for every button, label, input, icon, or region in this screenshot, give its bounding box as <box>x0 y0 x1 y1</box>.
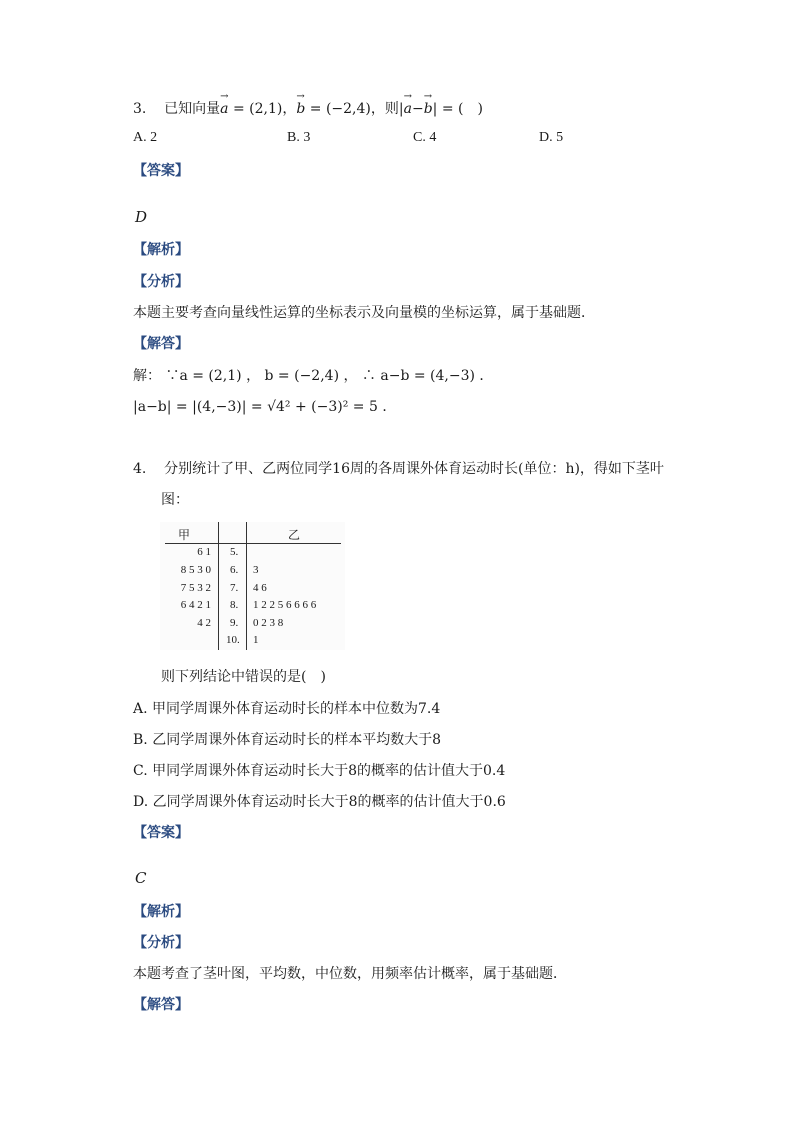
q3-stem-tail: | = ( ) <box>432 101 483 117</box>
q3-option-c[interactable]: C. 4 <box>413 130 437 145</box>
vector-b: → b <box>296 101 305 117</box>
leaf-left-row1: 6 1 <box>197 546 211 558</box>
stem-leaf-header-rule <box>165 543 341 544</box>
q3-option-d[interactable]: D. 5 <box>539 130 564 145</box>
q3-option-a[interactable]: A. 2 <box>133 130 158 145</box>
q3-stem <box>133 98 483 118</box>
q3-solution-line1: 解： ∵a = (2,1) ， b = (−2,4) ， ∴ a−b = (4,−3) ． <box>133 368 494 384</box>
q4-option-a[interactable]: A. 甲同学周课外体育运动时长的样本中位数为7.4 <box>133 701 441 717</box>
stem-row6: 10. <box>226 634 240 646</box>
vector-b2: → b <box>424 101 433 117</box>
stem-leaf-plot <box>160 522 345 650</box>
q4-fenxi-tag: 【分析】 <box>133 935 189 951</box>
leaf-left-row3: 7 5 3 2 <box>180 582 211 594</box>
q3-a-value: = (2,1)， <box>228 101 297 117</box>
leaf-right-row6: 1 <box>253 634 259 646</box>
q3-answer-tag: 【答案】 <box>133 163 189 179</box>
q3-b-value: = (−2,4)，则| <box>305 101 404 117</box>
leaf-right-row3: 4 6 <box>253 582 267 594</box>
leaf-right-row2: 3 <box>253 564 259 576</box>
stem-row2: 6. <box>230 564 239 576</box>
q3-answer: D <box>135 208 148 226</box>
vector-a: → a <box>220 101 228 117</box>
q4-stem-line1 <box>133 458 664 478</box>
leaf-left-row2: 8 5 3 0 <box>180 564 211 576</box>
stem-row1: 5. <box>230 546 239 558</box>
q4-stem1: 分别统计了甲、乙两位同学16周的各周课外体育运动时长(单位：h)，得如下茎叶 <box>164 461 664 477</box>
stem-leaf-head-left: 甲 <box>178 528 191 542</box>
leaf-right-row4: 1 2 2 5 6 6 6 6 <box>253 599 317 611</box>
q4-stem-line2: 图： <box>161 492 189 508</box>
q3-solution-line2: |a−b| = |(4,−3)| = √4² + (−3)² = 5 ． <box>133 399 397 415</box>
stem-row4: 8. <box>230 599 239 611</box>
q4-answer-tag: 【答案】 <box>133 825 189 841</box>
q3-stem-prefix: 已知向量 <box>164 101 221 117</box>
leaf-left-row5: 4 2 <box>197 617 211 629</box>
stem-leaf-right-divider <box>246 522 247 650</box>
stem-leaf-head-right: 乙 <box>288 528 301 542</box>
q4-option-b[interactable]: B. 乙同学周课外体育运动时长的样本平均数大于8 <box>133 732 442 748</box>
q3-minus: − <box>411 101 424 117</box>
stem-leaf-left-divider <box>218 522 219 650</box>
vector-a2: → a <box>404 101 412 117</box>
q4-option-c[interactable]: C. 甲同学周课外体育运动时长大于8的概率的估计值大于0.4 <box>133 763 506 779</box>
q4-fenxi-text: 本题考查了茎叶图，平均数，中位数，用频率估计概率，属于基础题． <box>133 966 567 982</box>
q3-jiexi-tag: 【解析】 <box>133 242 189 258</box>
q3-fenxi-tag: 【分析】 <box>133 274 189 290</box>
q4-number: 4. <box>133 461 147 477</box>
q4-option-d[interactable]: D. 乙同学周课外体育运动时长大于8的概率的估计值大于0.6 <box>133 794 506 810</box>
stem-row3: 7. <box>230 582 239 594</box>
q3-option-b[interactable]: B. 3 <box>287 130 311 145</box>
leaf-left-row4: 6 4 2 1 <box>180 599 211 611</box>
leaf-right-row5: 0 2 3 8 <box>253 617 284 629</box>
q4-jiexi-tag: 【解析】 <box>133 904 189 920</box>
q3-number: 3. <box>133 101 147 117</box>
q3-jieda-tag: 【解答】 <box>133 336 189 352</box>
q3-fenxi-text: 本题主要考查向量线性运算的坐标表示及向量模的坐标运算，属于基础题． <box>133 305 595 321</box>
stem-row5: 9. <box>230 617 239 629</box>
q4-answer: C <box>135 869 147 887</box>
q4-jieda-tag: 【解答】 <box>133 997 189 1013</box>
q4-question: 则下列结论中错误的是( ) <box>161 669 326 685</box>
